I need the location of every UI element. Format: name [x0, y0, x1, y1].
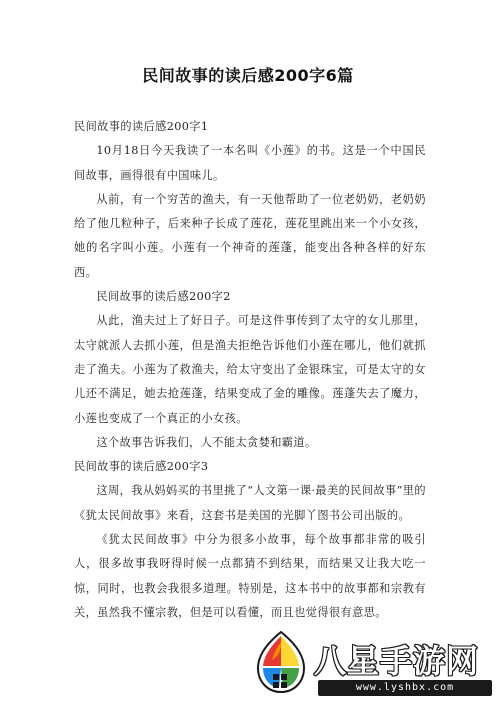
paragraph-1: 10月18日今天我读了一本名叫《小莲》的书。这是一个中国民间故事，画得很有中国味儿。	[74, 144, 426, 182]
colorful-flame-logo-icon	[252, 630, 310, 694]
section-heading-3: 民间故事的读后感200字3	[74, 460, 209, 474]
watermark-url: www.lyshbx.com	[318, 680, 492, 696]
paragraph-4: 这个故事告诉我们，人不能太贪婪和霸道。	[96, 435, 317, 449]
paragraph-5: 这周，我从妈妈买的书里挑了“人文第一课·最美的民间故事”里的《犹太民间故事》来看，这套书是美国的光脚丫图书公司出版的。	[74, 484, 426, 522]
watermark-brand: 八星手游网	[314, 642, 480, 680]
site-watermark	[244, 628, 496, 702]
document-body	[74, 115, 426, 625]
paragraph-2: 从前，有一个穷苦的渔夫，有一天他帮助了一位老奶奶，老奶奶给了他几粒种子，后来种子长成了莲花，莲花里跳出来一个小女孩，她的名字叫小莲。小莲有一个神奇的莲蓬，能变出各种各样的好东西。	[74, 192, 426, 279]
paragraph-3: 从此，渔夫过上了好日子。可是这件事传到了太守的女儿那里，太守就派人去抓小莲，但是渔夫拒绝告诉他们小莲在哪儿，他们就抓走了渔夫。小莲为了救渔夫，给太守变出了金银珠宝，可是太守的女儿还不满足，她去抢莲蓬，结果变成了金的雕像。莲蓬失去了魔力，小莲也变成了一个真正的小女孩。	[74, 314, 426, 425]
section-heading-1: 民间故事的读后感200字1	[74, 120, 209, 133]
paragraph-6: 《犹太民间故事》中分为很多小故事，每个故事都非常的吸引人，很多故事我呀得时候一点都猜不到结果，而结果又让我大吃一惊，同时，也教会我很多道理。特别是，这本书中的故事都和宗教有关，虽然我不懂宗教，但是可以看懂，而且也觉得很有意思。	[74, 533, 426, 619]
section-heading-2: 民间故事的读后感200字2	[96, 290, 231, 304]
document-title: 民间故事的读后感200字6篇	[142, 66, 354, 85]
